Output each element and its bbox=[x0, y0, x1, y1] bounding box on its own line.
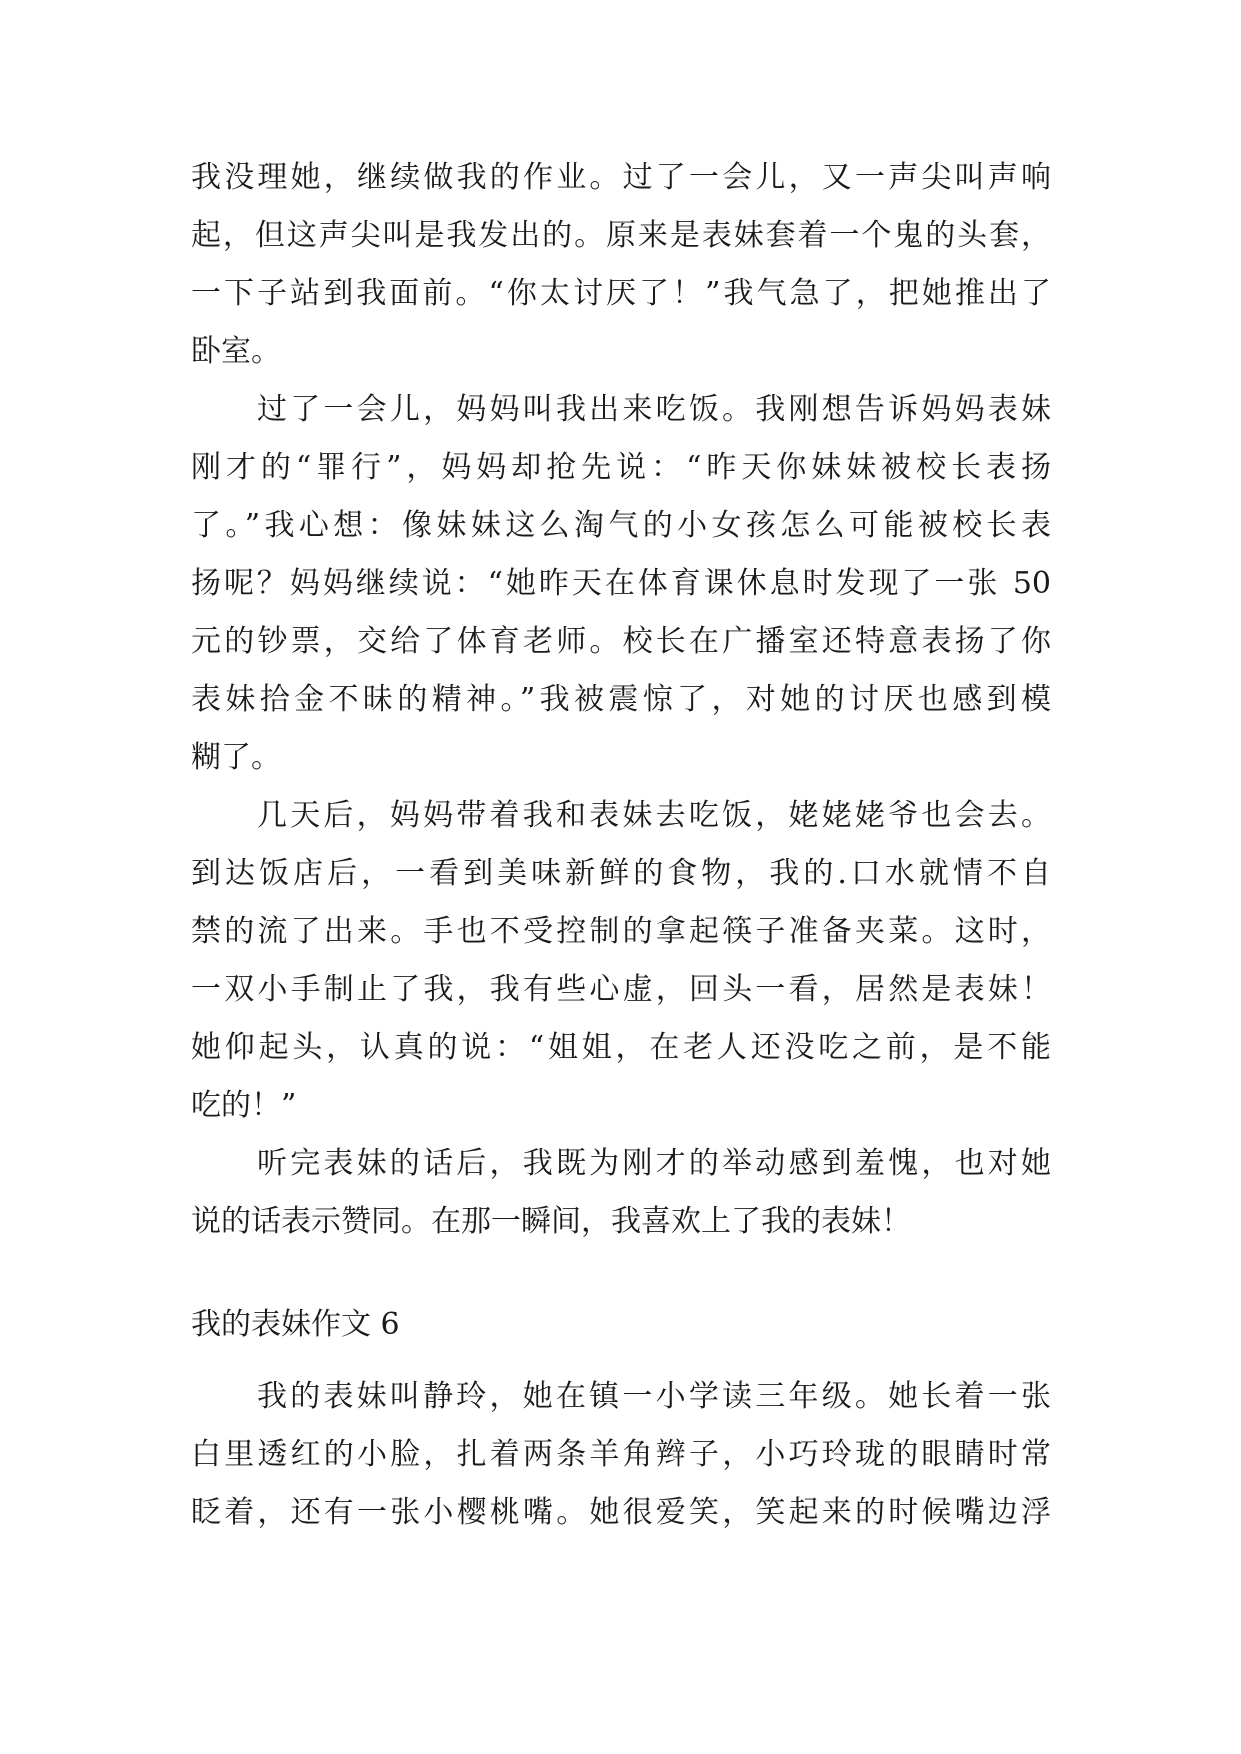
text-line: 扬呢？妈妈继续说：“她昨天在体育课休息时发现了一张 50 bbox=[191, 566, 1051, 601]
text-line: 白里透红的小脸，扎着两条羊角辫子，小巧玲珑的眼睛时常 bbox=[191, 1437, 1051, 1472]
text-line: 刚才的“罪行”，妈妈却抢先说：“昨天你妹妹被校长表扬 bbox=[191, 450, 1051, 485]
text-line: 她仰起头，认真的说：“姐姐，在老人还没吃之前，是不能 bbox=[191, 1030, 1051, 1065]
text-line: 卧室。 bbox=[191, 334, 281, 369]
paragraph-first-line: 听完表妹的话后，我既为刚才的举动感到羞愧，也对她 bbox=[257, 1146, 1051, 1181]
text-line: 到达饭店后，一看到美味新鲜的食物，我的.口水就情不自 bbox=[191, 856, 1051, 891]
text-line: 元的钞票，交给了体育老师。校长在广播室还特意表扬了你 bbox=[191, 624, 1051, 659]
text-line: 了。”我心想：像妹妹这么淘气的小女孩怎么可能被校长表 bbox=[191, 508, 1051, 543]
text-line: 糊了。 bbox=[191, 740, 281, 775]
paragraph-first-line: 过了一会儿，妈妈叫我出来吃饭。我刚想告诉妈妈表妹 bbox=[257, 392, 1051, 427]
text-line: 我没理她，继续做我的作业。过了一会儿，又一声尖叫声响 bbox=[191, 160, 1051, 195]
text-line: 说的话表示赞同。在那一瞬间，我喜欢上了我的表妹！ bbox=[191, 1204, 911, 1239]
section-heading: 我的表妹作文 6 bbox=[191, 1307, 400, 1342]
paragraph-first-line: 几天后，妈妈带着我和表妹去吃饭，姥姥姥爷也会去。 bbox=[257, 798, 1051, 833]
text-line: 起，但这声尖叫是我发出的。原来是表妹套着一个鬼的头套， bbox=[191, 218, 1051, 253]
text-line: 一双小手制止了我，我有些心虚，回头一看，居然是表妹！ bbox=[191, 972, 1051, 1007]
text-line: 吃的！” bbox=[191, 1088, 297, 1123]
text-line: 眨着，还有一张小樱桃嘴。她很爱笑，笑起来的时候嘴边浮 bbox=[191, 1495, 1051, 1530]
paragraph-first-line: 我的表妹叫静玲，她在镇一小学读三年级。她长着一张 bbox=[257, 1379, 1051, 1414]
text-line: 一下子站到我面前。“你太讨厌了！”我气急了，把她推出了 bbox=[191, 276, 1051, 311]
text-line: 表妹拾金不昧的精神。”我被震惊了，对她的讨厌也感到模 bbox=[191, 682, 1051, 717]
text-line: 禁的流了出来。手也不受控制的拿起筷子准备夹菜。这时， bbox=[191, 914, 1051, 949]
